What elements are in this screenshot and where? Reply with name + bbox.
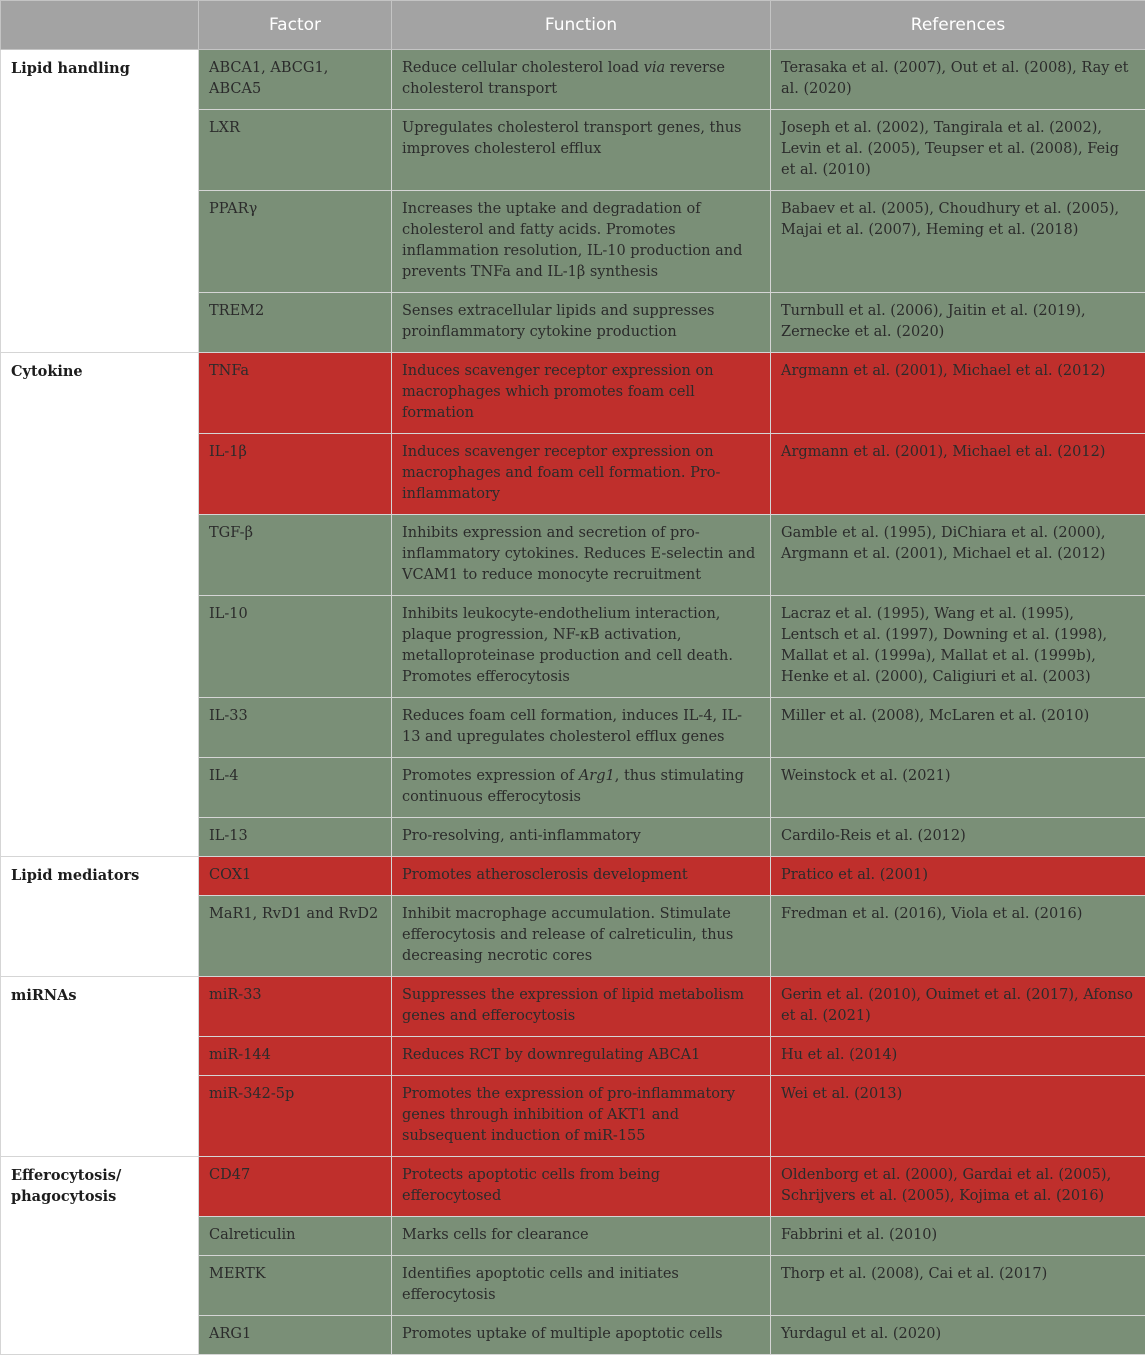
references-cell: Joseph et al. (2002), Tangirala et al. (2002), Levin et al. (2005), Teupser et al. (2008), Feig et al. (2010) <box>771 110 1145 191</box>
function-cell: Induces scavenger receptor expression on macrophages which promotes foam cell formation <box>392 353 771 434</box>
function-cell: Inhibits leukocyte-endothelium interaction, plaque progression, NF-κB activation, metalloproteinase production and cell death. Promotes efferocytosis <box>392 596 771 698</box>
references-cell: Hu et al. (2014) <box>771 1037 1145 1076</box>
references-cell: Thorp et al. (2008), Cai et al. (2017) <box>771 1256 1145 1316</box>
factor-cell: TREM2 <box>199 293 392 353</box>
references-cell: Oldenborg et al. (2000), Gardai et al. (2005), Schrijvers et al. (2005), Kojima et al. (2016) <box>771 1157 1145 1217</box>
factor-cell: miR-342-5p <box>199 1076 392 1157</box>
table-row <box>1 50 1145 110</box>
function-cell: Marks cells for clearance <box>392 1217 771 1256</box>
function-cell: Reduces RCT by downregulating ABCA1 <box>392 1037 771 1076</box>
references-cell: Weinstock et al. (2021) <box>771 758 1145 818</box>
function-cell: Suppresses the expression of lipid metabolism genes and efferocytosis <box>392 977 771 1037</box>
table-row <box>1 353 1145 434</box>
factor-cell: IL-1β <box>199 434 392 515</box>
table-row <box>1 977 1145 1037</box>
function-cell: Pro-resolving, anti-inflammatory <box>392 818 771 857</box>
factor-cell: IL-33 <box>199 698 392 758</box>
references-cell: Argmann et al. (2001), Michael et al. (2012) <box>771 353 1145 434</box>
function-cell: Increases the uptake and degradation of cholesterol and fatty acids. Promotes inflammation resolution, IL-10 production and prevents TNFa and IL-1β synthesis <box>392 191 771 293</box>
function-cell: Promotes uptake of multiple apoptotic cells <box>392 1316 771 1355</box>
category-label: Lipid handling <box>1 50 199 353</box>
references-cell: Yurdagul et al. (2020) <box>771 1316 1145 1355</box>
references-cell: Cardilo-Reis et al. (2012) <box>771 818 1145 857</box>
function-cell: Promotes atherosclerosis development <box>392 857 771 896</box>
factor-cell: COX1 <box>199 857 392 896</box>
factor-cell: TNFa <box>199 353 392 434</box>
factor-cell: ABCA1, ABCG1, ABCA5 <box>199 50 392 110</box>
factor-cell: MERTK <box>199 1256 392 1316</box>
function-cell: Promotes expression of Arg1, thus stimulating continuous efferocytosis <box>392 758 771 818</box>
function-cell: Inhibit macrophage accumulation. Stimulate efferocytosis and release of calreticulin, thus decreasing necrotic cores <box>392 896 771 977</box>
header-factor: Factor <box>199 1 392 50</box>
factor-cell: Calreticulin <box>199 1217 392 1256</box>
factor-cell: LXR <box>199 110 392 191</box>
function-cell: Induces scavenger receptor expression on macrophages and foam cell formation. Pro-inflammatory <box>392 434 771 515</box>
header-references: References <box>771 1 1145 50</box>
category-label: Lipid mediators <box>1 857 199 977</box>
function-cell: Protects apoptotic cells from being efferocytosed <box>392 1157 771 1217</box>
table-body <box>1 50 1145 1355</box>
function-cell: Reduces foam cell formation, induces IL-4, IL-13 and upregulates cholesterol efflux genes <box>392 698 771 758</box>
references-cell: Fabbrini et al. (2010) <box>771 1217 1145 1256</box>
factor-cell: IL-13 <box>199 818 392 857</box>
table-row <box>1 1157 1145 1217</box>
factor-cell: miR-144 <box>199 1037 392 1076</box>
function-cell: Inhibits expression and secretion of pro-inflammatory cytokines. Reduces E-selectin and VCAM1 to reduce monocyte recruitment <box>392 515 771 596</box>
header-blank <box>1 1 199 50</box>
category-label: miRNAs <box>1 977 199 1157</box>
references-cell: Terasaka et al. (2007), Out et al. (2008), Ray et al. (2020) <box>771 50 1145 110</box>
factor-cell: ARG1 <box>199 1316 392 1355</box>
factor-cell: PPARγ <box>199 191 392 293</box>
references-cell: Argmann et al. (2001), Michael et al. (2012) <box>771 434 1145 515</box>
factor-cell: CD47 <box>199 1157 392 1217</box>
function-cell: Identifies apoptotic cells and initiates efferocytosis <box>392 1256 771 1316</box>
factor-cell: IL-4 <box>199 758 392 818</box>
references-cell: Lacraz et al. (1995), Wang et al. (1995), Lentsch et al. (1997), Downing et al. (1998), Mallat et al. (1999a), Mallat et al. (1999b), Henke et al. (2000), Caligiuri et al. (2003) <box>771 596 1145 698</box>
factor-cell: TGF-β <box>199 515 392 596</box>
factor-cell: miR-33 <box>199 977 392 1037</box>
function-cell: Senses extracellular lipids and suppresses proinflammatory cytokine production <box>392 293 771 353</box>
references-cell: Gerin et al. (2010), Ouimet et al. (2017), Afonso et al. (2021) <box>771 977 1145 1037</box>
references-cell: Miller et al. (2008), McLaren et al. (2010) <box>771 698 1145 758</box>
references-cell: Wei et al. (2013) <box>771 1076 1145 1157</box>
references-cell: Babaev et al. (2005), Choudhury et al. (2005), Majai et al. (2007), Heming et al. (2018) <box>771 191 1145 293</box>
references-cell: Fredman et al. (2016), Viola et al. (2016) <box>771 896 1145 977</box>
header-function: Function <box>392 1 771 50</box>
references-cell: Pratico et al. (2001) <box>771 857 1145 896</box>
table-row <box>1 857 1145 896</box>
table-header <box>1 1 1145 50</box>
function-cell: Reduce cellular cholesterol load via reverse cholesterol transport <box>392 50 771 110</box>
factor-cell: IL-10 <box>199 596 392 698</box>
function-cell: Promotes the expression of pro-inflammatory genes through inhibition of AKT1 and subsequent induction of miR-155 <box>392 1076 771 1157</box>
category-label: Efferocytosis/ phagocytosis <box>1 1157 199 1355</box>
category-label: Cytokine <box>1 353 199 857</box>
references-cell: Turnbull et al. (2006), Jaitin et al. (2019), Zernecke et al. (2020) <box>771 293 1145 353</box>
function-cell: Upregulates cholesterol transport genes, thus improves cholesterol efflux <box>392 110 771 191</box>
factor-cell: MaR1, RvD1 and RvD2 <box>199 896 392 977</box>
references-cell: Gamble et al. (1995), DiChiara et al. (2000), Argmann et al. (2001), Michael et al. (2012) <box>771 515 1145 596</box>
